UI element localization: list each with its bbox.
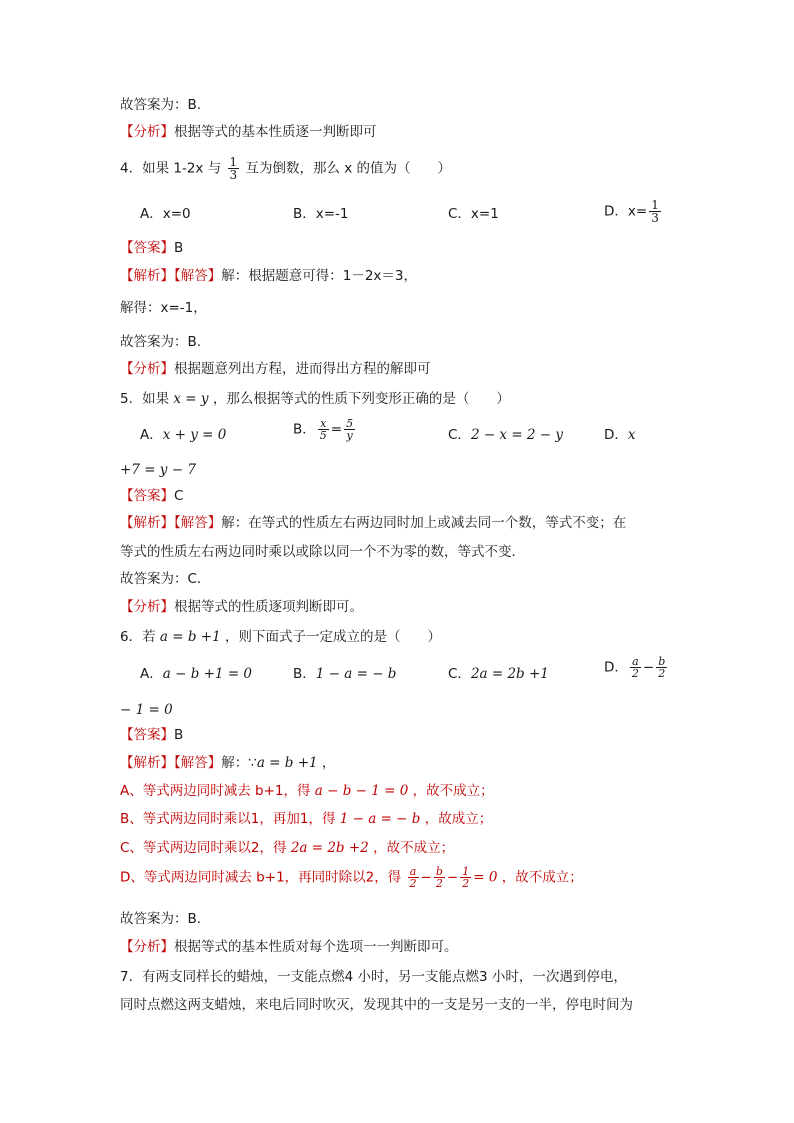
q6-option-d-cont: − 1 = 0 <box>120 702 173 718</box>
q6-option-a: A．a − b +1 = 0 <box>140 666 253 682</box>
q4-option-b: B．x=-1 <box>293 206 349 222</box>
q6-final: 故答案为：B． <box>120 911 211 927</box>
q5-option-a: A．x + y = 0 <box>140 427 227 443</box>
q6-option-c: C．2a = 2b +1 <box>448 666 549 682</box>
q6-step-d: D、等式两边同时减去 b+1，再同时除以2，得 $\frac{a}{2}$ − $\frac{b}{2}$ − $\frac{1}{2}$ = 0 ，故不成立； <box>120 865 583 890</box>
q6-step-a: A、等式两边同时减去 b+1，得 a − b − 1 = 0 ，故不成立； <box>120 783 494 799</box>
q6-option-b: B．1 − a = − b <box>293 666 397 682</box>
q4-solution: 【解析】【解答】解：根据题意可得：1－2x＝3， <box>120 268 418 284</box>
q5-answer: 【答案】C <box>120 488 184 504</box>
q6-answer: 【答案】B <box>120 727 184 743</box>
q6-solution: 【解析】【解答】解：∵a = b +1 ， <box>120 755 336 771</box>
q5-option-d: D．x <box>604 427 636 443</box>
question-4: 4．如果 1-2x 与 $\frac{1}{3}$ 互为倒数，那么 x 的值为（ ） <box>120 155 452 182</box>
q4-final: 故答案为：B. <box>120 334 202 350</box>
q4-result: 解得：x=-1， <box>120 300 207 316</box>
q5-option-c: C．2 − x = 2 − y <box>448 427 564 443</box>
question-7-cont: 同时点燃这两支蜡烛，来电后同时吹灭，发现其中的一支是另一支的一半，停电时间为 <box>120 997 633 1013</box>
q5-option-d-cont: +7 = y − 7 <box>120 462 196 478</box>
q6-step-c: C、等式两边同时乘以2，得 2a = 2b +2 ，故不成立； <box>120 840 455 856</box>
q5-solution-cont: 等式的性质左右两边同时乘以或除以同一个不为零的数，等式不变． <box>120 544 525 560</box>
q5-option-b: B． $\frac{x}{5}$ = $\frac{5}{y}$ <box>293 417 354 442</box>
q4-analysis: 【分析】根据题意列出方程，进而得出方程的解即可 <box>120 361 431 377</box>
fraction: $\frac{1}{3}$ <box>229 155 238 182</box>
answer-line: 故答案为：B. <box>120 97 202 113</box>
q6-analysis: 【分析】根据等式的基本性质对每个选项一一判断即可。 <box>120 939 458 955</box>
analysis-line: 【分析】根据等式的基本性质逐一判断即可 <box>120 124 377 140</box>
q4-option-c: C．x=1 <box>448 206 499 222</box>
question-5: 5．如果 x = y ，那么根据等式的性质下列变形正确的是（ ） <box>120 391 510 407</box>
q4-answer: 【答案】B <box>120 240 184 256</box>
q5-solution: 【解析】【解答】解：在等式的性质左右两边同时加上或减去同一个数，等式不变；在 <box>120 515 627 531</box>
q5-analysis: 【分析】根据等式的性质逐项判断即可。 <box>120 599 363 615</box>
q4-option-d: D．x= $\frac{1}{3}$ <box>604 198 659 225</box>
analysis-tag: 【分析】 <box>120 124 174 140</box>
q6-step-b: B、等式两边同时乘以1，再加1，得 1 − a = − b ，故成立； <box>120 811 493 827</box>
q6-option-d: D． $\frac{a}{2}$ − $\frac{b}{2}$ <box>604 655 666 680</box>
q4-option-a: A．x=0 <box>140 206 191 222</box>
question-6: 6．若 a = b +1 ，则下面式子一定成立的是（ ） <box>120 629 441 645</box>
question-7: 7．有两支同样长的蜡烛，一支能点燃4 小时，另一支能点燃3 小时，一次遇到停电， <box>120 969 627 985</box>
q5-final: 故答案为：C． <box>120 571 211 587</box>
